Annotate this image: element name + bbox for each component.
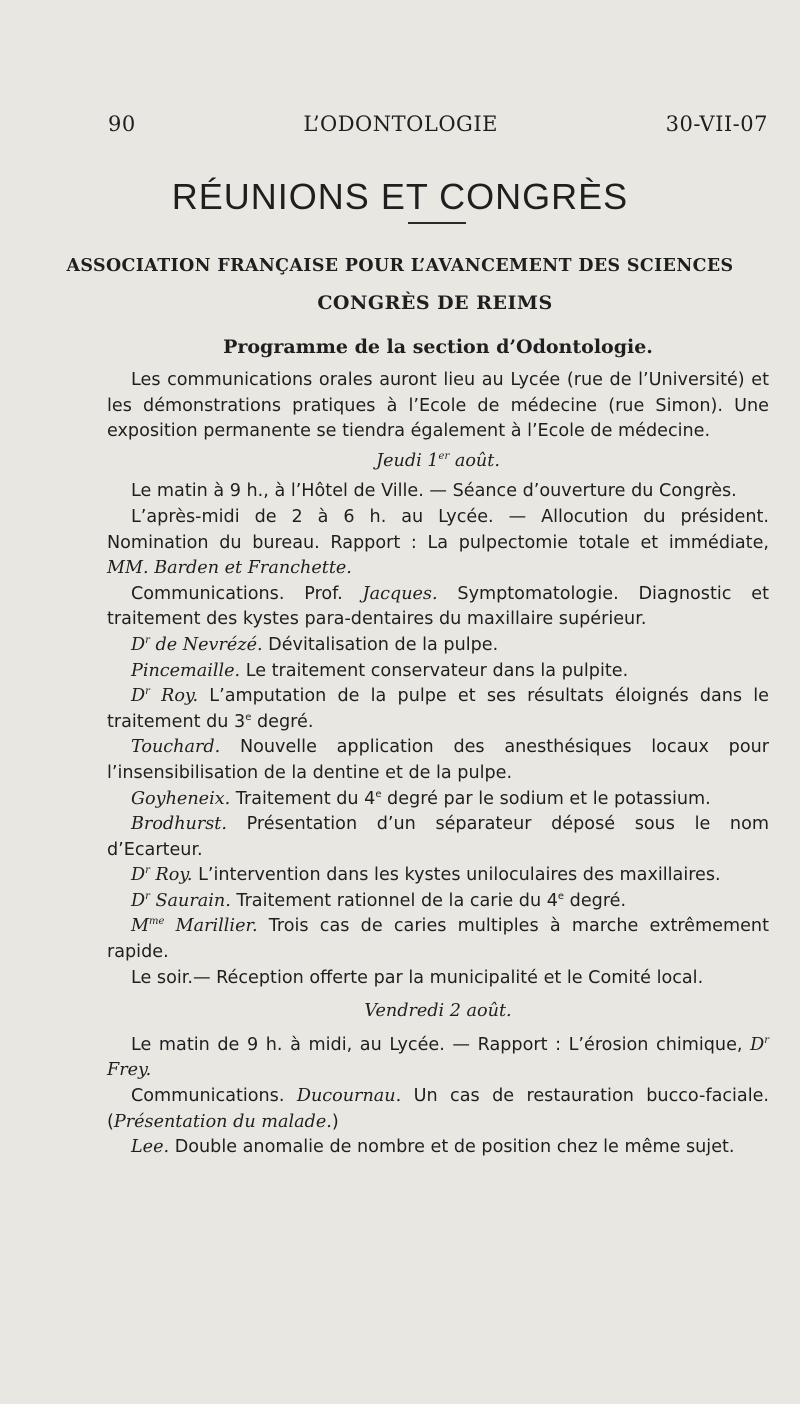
comm1-text: Symptomatologie. Diagnostic et traitement des kystes para-dentaires du maxillaire supérieur. bbox=[107, 583, 769, 630]
day1-pre: Jeudi 1 bbox=[376, 450, 439, 471]
section-title: RÉUNIONS ET CONGRÈS bbox=[171, 176, 629, 217]
item-roy-1: $D^r$ Roy. L’amputation de la pulpe et ses résultats éloignés dans le traitement du 3e degré. bbox=[107, 686, 769, 732]
item-pincemaille: Pincemaille. Le traitement conservateur dans la pulpite. bbox=[131, 660, 629, 681]
morning-session-2: Le matin de 9 h. à midi, au Lycée. — Rapport : L’érosion chimique, $D^r$ Frey. bbox=[107, 1034, 769, 1081]
running-header bbox=[108, 112, 768, 136]
congress-heading: CONGRÈS DE REIMS bbox=[317, 292, 553, 314]
day-heading-1 bbox=[107, 449, 769, 475]
day1-sup: er bbox=[438, 450, 450, 462]
item-lee: Lee. Double anomalie de nombre et de position chez le même sujet. bbox=[131, 1137, 735, 1158]
item-touchard: Touchard. Nouvelle application des anesthésiques locaux pour l’insensibilisation de la dentine et de la pulpe. bbox=[107, 737, 769, 783]
afternoon-session-1 bbox=[107, 505, 769, 582]
communications-1 bbox=[107, 582, 769, 633]
communications-2: Communications. Ducournau. Un cas de restauration bucco-faciale. (Présentation du malade.) bbox=[107, 1086, 769, 1132]
intro-paragraph: Les communications orales auront lieu au Lycée (rue de l’Université) et les démonstrations pratiques à l’Ecole de médecine (rue Simon). Une exposition permanente se tiendra également à l’Ecole de médecine. bbox=[107, 370, 769, 442]
item-roy-2: $D^r$ Roy. L’intervention dans les kystes uniloculaires des maxillaires. bbox=[131, 865, 721, 886]
item-goyheneix: Goyheneix. Traitement du 4e degré par le sodium et le potassium. bbox=[131, 788, 711, 809]
article-body bbox=[107, 368, 769, 1161]
programme-heading: Programme de la section d’Odontologie. bbox=[223, 336, 653, 358]
evening-session-1: Le soir.— Réception offerte par la municipalité et le Comité local. bbox=[131, 967, 704, 988]
item-saurain: $D^r$ Saurain. Traitement rationnel de la carie du 4e degré. bbox=[131, 890, 627, 911]
comm1-pre: Communications. Prof. bbox=[131, 583, 363, 604]
day1-post: août. bbox=[449, 450, 500, 471]
item-brodhurst: Brodhurst. Présentation d’un séparateur déposé sous le nom d’Ecarteur. bbox=[107, 814, 769, 860]
item-nevreze: $D^r$ de Nevrézé. Dévitalisation de la pulpe. bbox=[131, 634, 499, 655]
item-marillier: $M^{me}$ Marillier. Trois cas de caries multiples à marche extrêmement rapide. bbox=[107, 916, 769, 963]
title-divider bbox=[408, 222, 466, 224]
journal-title: L’ODONTOLOGIE bbox=[303, 112, 498, 136]
association-heading: ASSOCIATION FRANÇAISE POUR L’AVANCEMENT DES SCIENCES bbox=[66, 256, 734, 276]
page-number: 90 bbox=[108, 112, 136, 136]
morning-session-1: Le matin à 9 h., à l’Hôtel de Ville. — Séance d’ouverture du Congrès. bbox=[131, 481, 737, 502]
rapporteurs: MM. Barden et Franchette. bbox=[107, 558, 352, 579]
day-heading-2: Vendredi 2 août. bbox=[364, 1001, 512, 1022]
issue-date: 30-VII-07 bbox=[665, 112, 768, 136]
comm1-author: Jacques. bbox=[362, 583, 438, 604]
dr-title: $D^r$ de Nevrézé. bbox=[131, 634, 263, 655]
afternoon-text: L’après-midi de 2 à 6 h. au Lycée. — Allocution du président. Nomination du bureau. Rapport : La pulpectomie totale et immédiate, bbox=[107, 506, 769, 553]
